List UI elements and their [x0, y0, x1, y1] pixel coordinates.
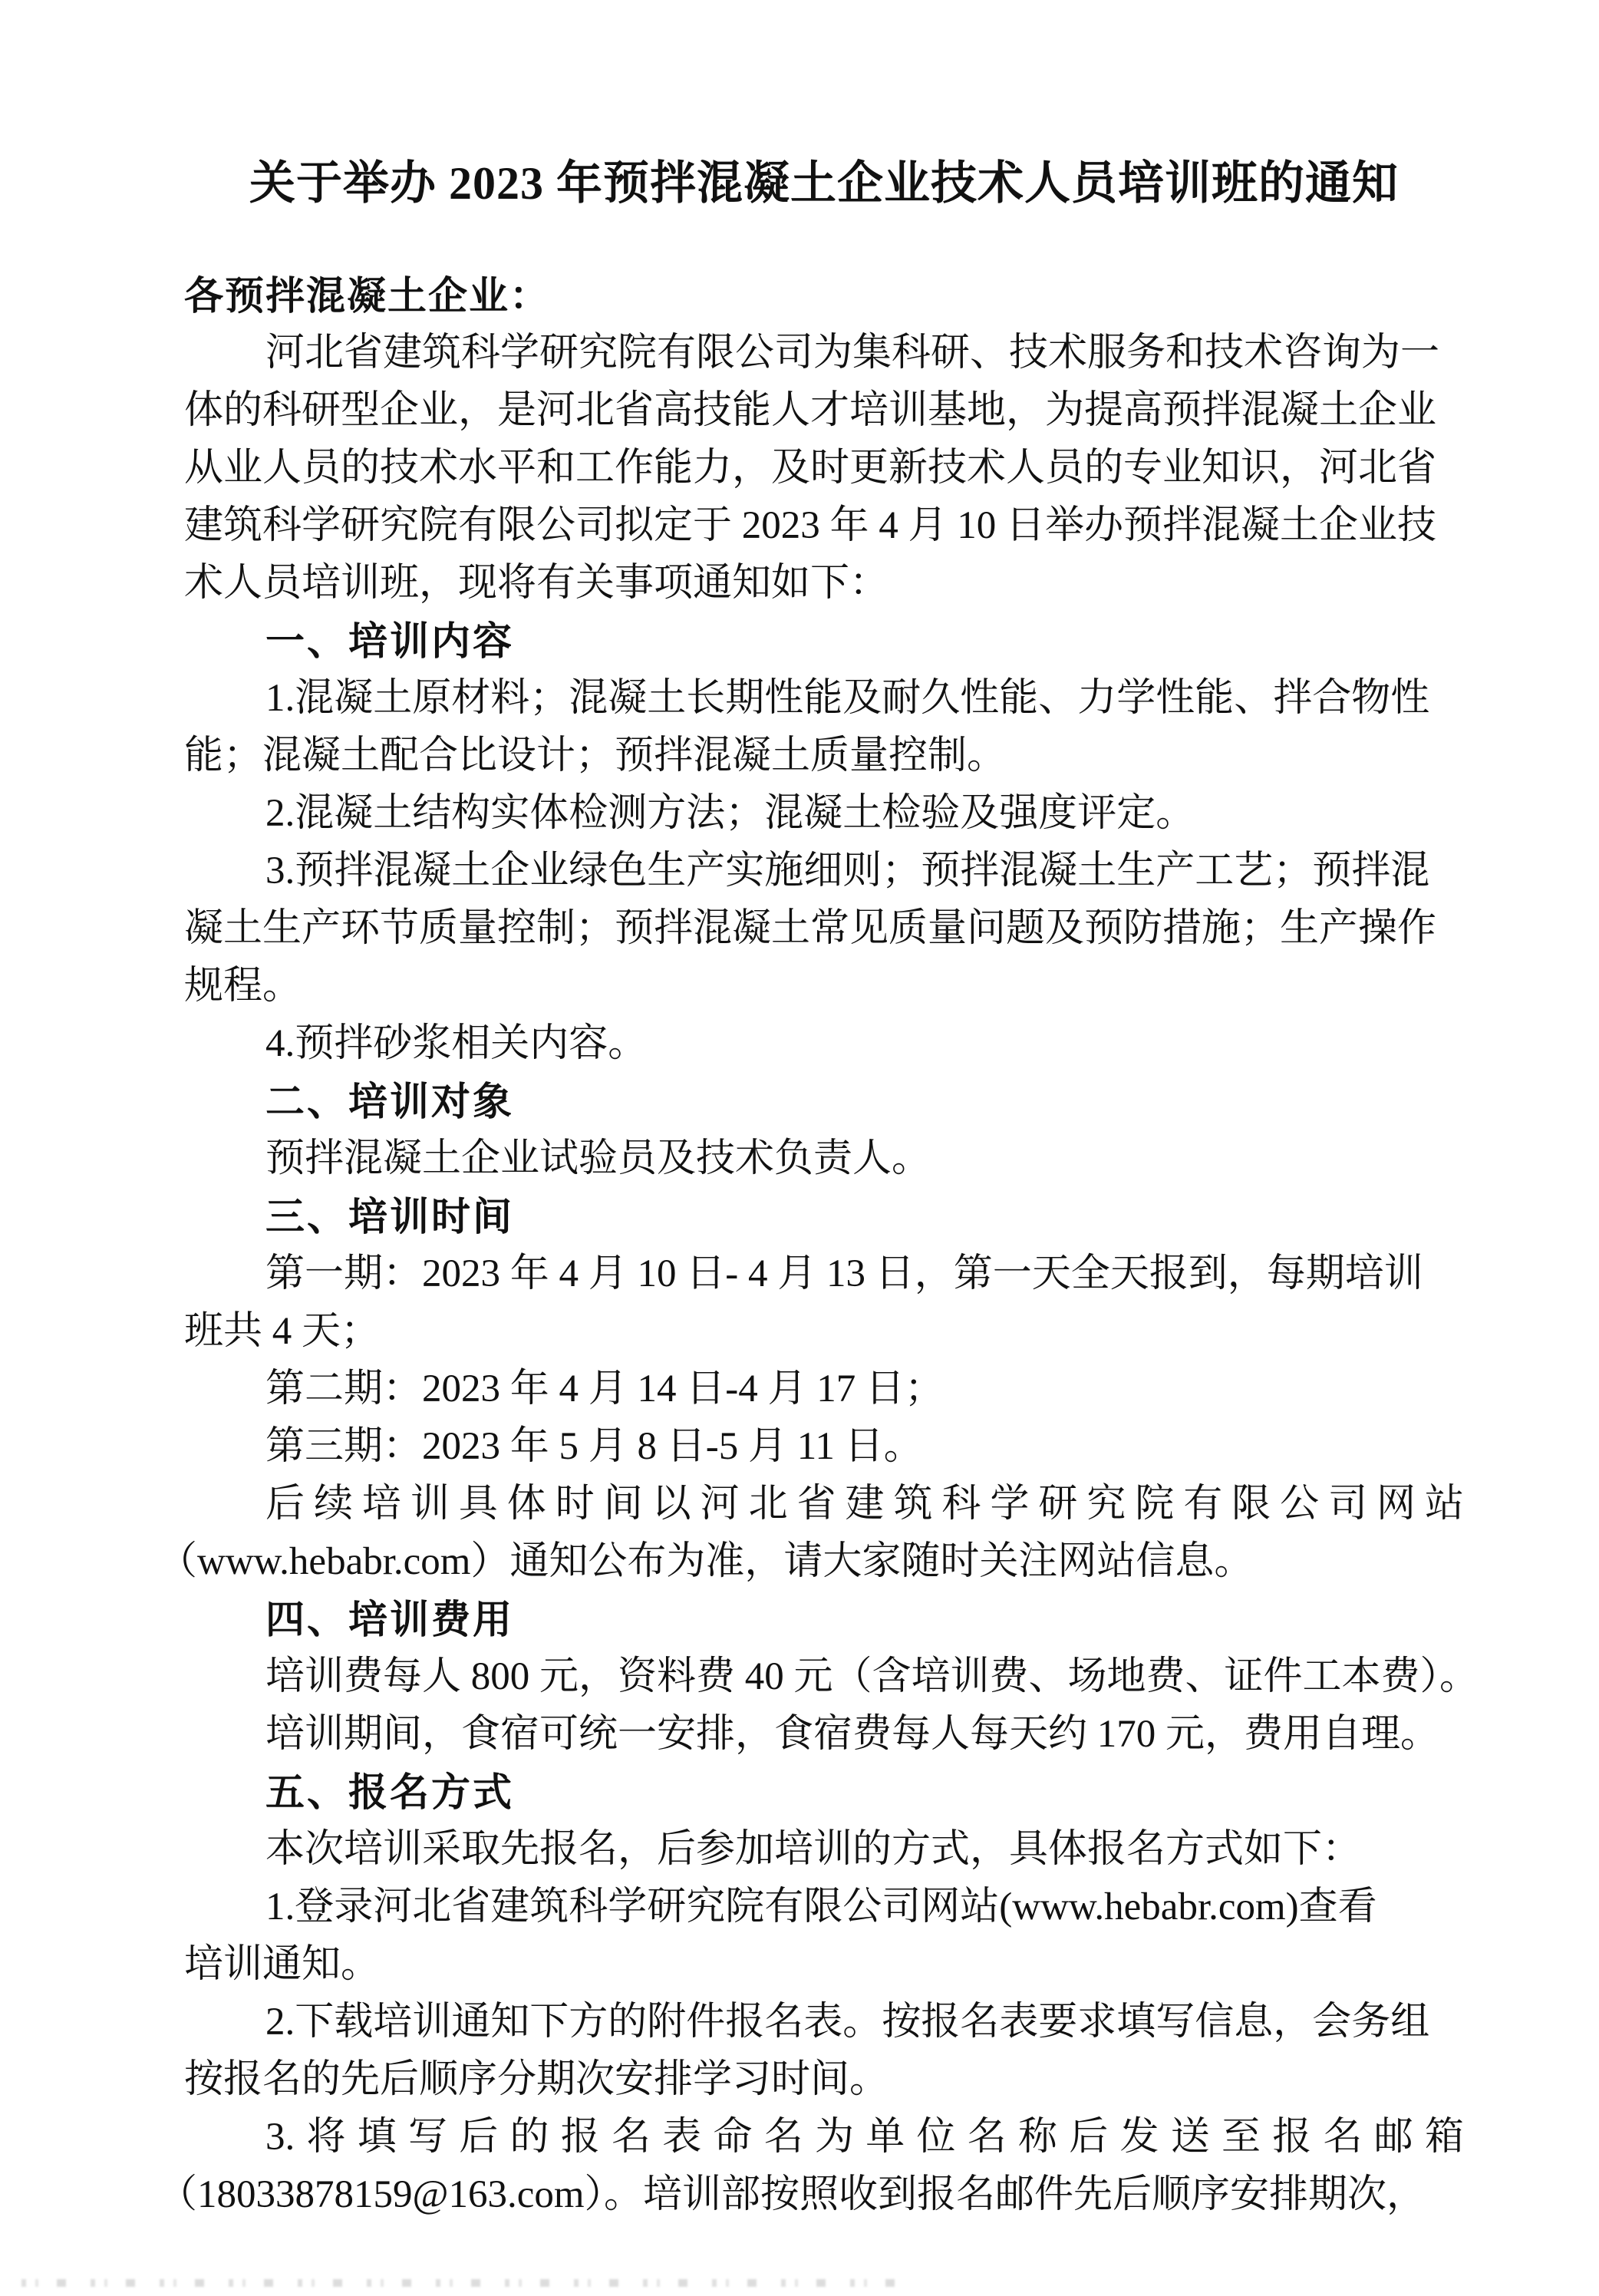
text-line: 三、培训时间 [265, 1195, 515, 1239]
document-body [158, 267, 1479, 2224]
text-line: 1.混凝土原材料；混凝土长期性能及耐久性能、力学性能、拌合物性 [265, 677, 1430, 720]
text-line: 规程。 [184, 965, 302, 1008]
text-line: 能；混凝土配合比设计；预拌混凝土质量控制。 [184, 734, 1007, 777]
text-line: 二、培训对象 [265, 1080, 515, 1123]
text-line: 培训费每人 800 元，资料费 40 元（含培训费、场地费、证件工本费）。 [265, 1655, 1479, 1698]
document-title: 关于举办 2023 年预拌混凝土企业技术人员培训班的通知 [249, 158, 1399, 209]
text-line: 班共 4 天； [184, 1310, 381, 1353]
text-line: 本次培训采取先报名，后参加培训的方式，具体报名方式如下： [265, 1828, 1362, 1871]
text-line: 凝土生产环节质量控制；预拌混凝土常见质量问题及预防措施；生产操作 [184, 907, 1437, 950]
text-line: 四、培训费用 [265, 1598, 515, 1641]
text-line: 后续培训具体时间以河北省建筑科学研究院有限公司网站 [265, 1483, 1464, 1526]
text-line: 建筑科学研究院有限公司拟定于 2023 年 4 月 10 日举办预拌混凝土企业技 [184, 504, 1437, 547]
text-line: 预拌混凝土企业试验员及技术负责人。 [265, 1137, 931, 1180]
text-line: 3.预拌混凝土企业绿色生产实施细则；预拌混凝土生产工艺；预拌混 [265, 849, 1430, 892]
text-line: （www.hebabr.com）通知公布为准，请大家随时关注网站信息。 [158, 1540, 1254, 1583]
text-line: 1.登录河北省建筑科学研究院有限公司网站(www.hebabr.com)查看 [265, 1885, 1377, 1928]
text-line: 术人员培训班，现将有关事项通知如下： [184, 562, 889, 605]
text-line: 第一期：2023 年 4 月 10 日- 4 月 13 日，第一天全天报到，每期培训 [265, 1252, 1423, 1295]
text-line: 培训通知。 [184, 1943, 381, 1986]
text-line: 2.下载培训通知下方的附件报名表。按报名表要求填写信息，会务组 [265, 2001, 1430, 2044]
text-line: 按报名的先后顺序分期次安排学习时间。 [184, 2058, 889, 2101]
scan-cutoff-text-artifact [21, 2267, 904, 2287]
text-line: 4.预拌砂浆相关内容。 [265, 1022, 648, 1065]
document-content [158, 153, 1479, 2224]
text-line: 第三期：2023 年 5 月 8 日-5 月 11 日。 [265, 1425, 923, 1468]
text-line: 培训期间，食宿可统一安排，食宿费每人每天约 170 元，费用自理。 [265, 1713, 1440, 1756]
text-line: 第二期：2023 年 4 月 14 日-4 月 17 日； [265, 1367, 944, 1410]
text-line: 从业人员的技术水平和工作能力，及时更新技术人员的专业知识，河北省 [184, 447, 1437, 490]
text-line: 3.将填写后的报名表命名为单位名称后发送至报名邮箱 [265, 2116, 1464, 2159]
text-line: 一、培训内容 [265, 619, 515, 663]
text-line: （18033878159@163.com）。培训部按照收到报名邮件先后顺序安排期次， [158, 2173, 1426, 2216]
text-line: 2.混凝土结构实体检测方法；混凝土检验及强度评定。 [265, 792, 1195, 835]
text-line: 河北省建筑科学研究院有限公司为集科研、技术服务和技术咨询为一 [265, 332, 1440, 374]
text-line: 体的科研型企业，是河北省高技能人才培训基地，为提高预拌混凝土企业 [184, 389, 1437, 432]
text-line: 五、报名方式 [265, 1770, 515, 1814]
text-line: 各预拌混凝土企业： [184, 274, 551, 318]
